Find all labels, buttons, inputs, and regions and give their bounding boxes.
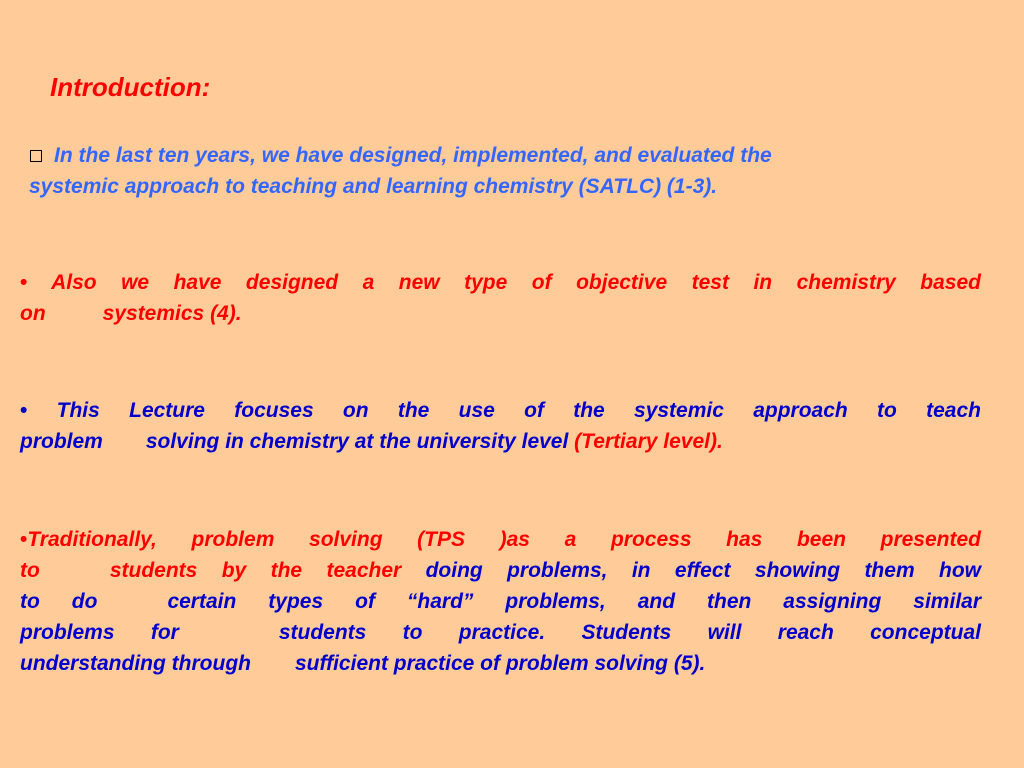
paragraph-line xyxy=(20,648,981,679)
paragraph-text: systemic approach to teaching and learning chemistry (SATLC) (1-3). xyxy=(29,175,718,198)
paragraph-text: doing problems, in effect showing them how xyxy=(425,559,981,582)
paragraph-text: systemics (4). xyxy=(102,302,242,325)
paragraph-lecture-focus xyxy=(20,395,981,457)
paragraph-traditional-ps xyxy=(20,524,981,679)
paragraph-text: Traditionally, problem solving (TPS )as a process has been presented xyxy=(27,528,981,551)
paragraph-line xyxy=(20,617,981,648)
paragraph-text: Also we have designed a new type of objective test in chemistry based xyxy=(51,271,981,294)
paragraph-line xyxy=(20,586,981,617)
paragraph-highlight: (Tertiary level). xyxy=(574,430,723,453)
paragraph-satlc xyxy=(20,140,981,202)
paragraph-line xyxy=(20,426,981,457)
paragraph-line xyxy=(20,395,981,426)
paragraph-text: problem xyxy=(20,430,103,453)
paragraph-objective-test xyxy=(20,267,981,329)
checkbox-square-bullet-icon xyxy=(30,150,42,162)
paragraph-line xyxy=(20,298,981,329)
bullet-dot-icon: • xyxy=(20,528,28,551)
paragraph-text: to xyxy=(20,559,40,582)
paragraph-text: students to practice. Students will reach conceptual xyxy=(278,621,981,644)
paragraph-text: In the last ten years, we have designed, implemented, and evaluated the xyxy=(54,144,772,167)
bullet-dot-icon: • xyxy=(20,399,28,422)
paragraph-text: certain types of “hard” problems, and then assigning similar xyxy=(167,590,982,613)
paragraph-text: problems for xyxy=(20,621,179,644)
paragraph-text: to do xyxy=(20,590,98,613)
paragraph-text: sufficient practice of problem solving (5). xyxy=(294,652,706,675)
paragraph-text: students by the teacher xyxy=(109,559,426,582)
paragraph-line xyxy=(20,524,981,555)
paragraph-line xyxy=(20,555,981,586)
paragraph-text: solving in chemistry at the university level xyxy=(145,430,575,453)
paragraph-line xyxy=(20,140,981,171)
slide-title: Introduction: xyxy=(50,72,211,102)
paragraph-text: This Lecture focuses on the use of the systemic approach to teach xyxy=(56,399,981,422)
bullet-dot-icon: • xyxy=(20,271,28,294)
paragraph-text: on xyxy=(20,302,46,325)
paragraph-line xyxy=(20,267,981,298)
paragraph-text: understanding through xyxy=(20,652,251,675)
